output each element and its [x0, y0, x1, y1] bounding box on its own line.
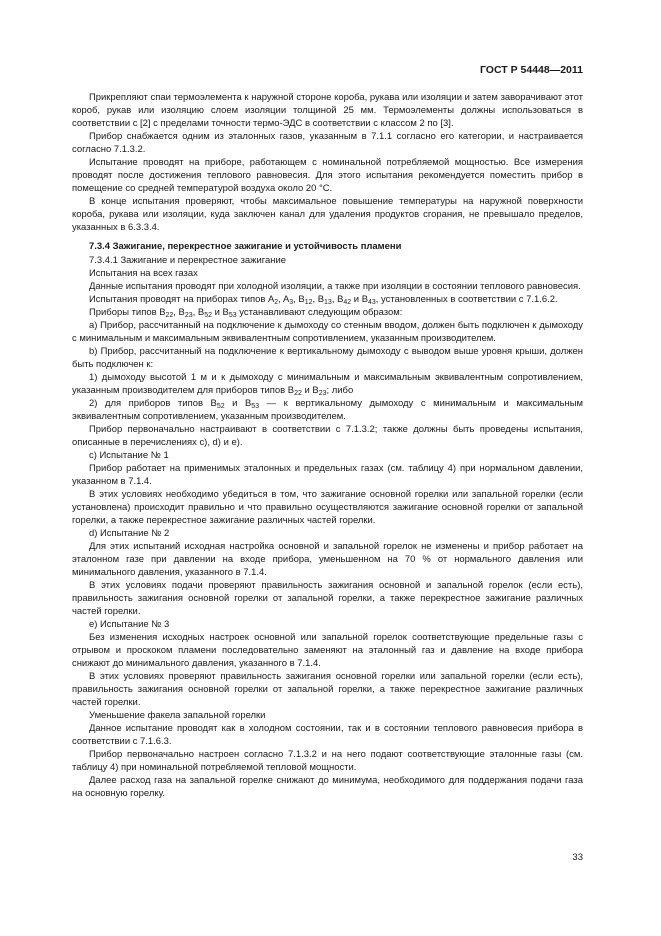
paragraph: Прибор работает на применимых эталонных и предельных газах (см. таблицу 4) при нормальном давлении, указанном в 7.1.4. — [72, 463, 583, 487]
paragraph: Без изменения исходных настроек основной или запальной горелок соответствующие предельные газы с отрывом и проскоком пламени последовательно заменяют на эталонный газ и давление на входе прибора снижают до минимального давления, указанного в 7.1.4. — [72, 632, 583, 669]
paragraph: Данное испытание проводят как в холодном состоянии, так и в состоянии теплового равновесия прибора в соответствии с 7.1.6.3. — [72, 723, 583, 747]
list-item-e: e) Испытание № 3 — [89, 619, 170, 630]
paragraph-appliance-types: Испытания проводят на приборах типов $A_2$, $A_3$, $B_{12}$, $B_{13}$, $B_{42}$ и $B_{43}$, установленных в соответствии с 7.1.6.2. — [89, 294, 558, 306]
paragraph: Уменьшение факела запальной горелки — [89, 710, 266, 721]
list-item-b-1: 1) дымоходу высотой 1 м и к дымоходу с минимальным и максимальным эквивалентным сопротивлением, указанным производителем для приборов типов $B_{22}$ и $B_{23}$; либо — [72, 372, 583, 397]
paragraph: Испытание проводят на приборе, работающем с номинальной потребляемой мощностью. Все измерения проводят после достижения теплового равновесия. Для этого испытания рекомендуется поместить прибор в помещение со средней температурой воздуха около 20 °С. — [72, 157, 583, 194]
page-number: 33 — [572, 852, 583, 863]
paragraph: Данные испытания проводят при холодной изоляции, а также при изоляции в состоянии теплового равновесия. — [89, 281, 581, 292]
subsection-heading: 7.3.4.1 Зажигание и перекрестное зажигание — [89, 255, 286, 266]
document-code-header: ГОСТ Р 54448—2011 — [479, 64, 583, 76]
paragraph-b-types: Приборы типов $B_{22}$, $B_{23}$, $B_{52}$ и $B_{53}$ устанавливают следующим образом: — [89, 307, 403, 319]
paragraph: Испытания на всех газах — [89, 268, 198, 279]
list-item-b: b) Прибор, рассчитанный на подключение к вертикальному дымоходу с выводом выше уровня крыши, должен быть подключен к: — [72, 346, 583, 370]
paragraph: В этих условиях проверяют правильность зажигания основной горелки или запальной горелки (если есть), правильность зажигания основной горелки от запальной горелки, а также перекрестное зажигание различных частей горелки. — [72, 671, 583, 708]
section-heading-7-3-4: 7.3.4 Зажигание, перекрестное зажигание и устойчивость пламени — [89, 241, 402, 252]
paragraph: Прибор снабжается одним из эталонных газов, указанным в 7.1.1 согласно его категории, и настраивается согласно 7.1.3.2. — [72, 131, 583, 155]
paragraph: В этих условиях необходимо убедиться в том, что зажигание основной горелки или запальной горелки (если установлена) происходит правильно и что правильно осуществляются зажигание основной горелки от запальной горелки, а также перекрестное зажигание различных частей горелки. — [72, 489, 583, 526]
paragraph: В этих условиях подачи проверяют правильность зажигания основной и запальной горелок (если есть), правильность зажигания основной горелки от запальной горелки, а также перекрестное зажигание различных частей горелки. — [72, 580, 583, 617]
list-item-d: d) Испытание № 2 — [89, 528, 170, 539]
body-text — [72, 91, 583, 800]
paragraph: В конце испытания проверяют, чтобы максимальное повышение температуры на наружной поверхности короба, рукава или изоляции, куда заключен канал для удаления продуктов сгорания, не превышало пределов, указанных в 6.3.3.4. — [72, 196, 583, 233]
paragraph: Прикрепляют спаи термоэлемента к наружной стороне короба, рукава или изоляции и затем заворачивают этот короб, рукав или изоляцию слоем изоляции толщиной 25 мм. Термоэлементы должны использоваться в соответствии с [2] с пределами точности термо-ЭДС в соответствии с классом 2 по [3]. — [72, 92, 583, 129]
paragraph: Прибор первоначально настроен согласно 7.1.3.2 и на него подают соответствующие эталонные газы (см. таблицу 4) при номинальной потребляемой тепловой мощности. — [72, 749, 583, 773]
paragraph: Далее расход газа на запальной горелке снижают до минимума, необходимого для поддержания подачи газа на основную горелку. — [72, 775, 583, 799]
list-item-c: c) Испытание № 1 — [89, 450, 169, 461]
paragraph: Для этих испытаний исходная настройка основной и запальной горелок не изменены и прибор работает на эталонном газе при давлении на входе прибора, уменьшенном на 70 % от нормального давления или минимального давления, указанного в 7.1.4. — [72, 541, 583, 578]
list-item-a: a) Прибор, рассчитанный на подключение к дымоходу со стенным вводом, должен быть подключен к дымоходу с минимальным и максимальным эквивалентным сопротивлением, указанным производителем. — [72, 320, 583, 344]
paragraph: Прибор первоначально настраивают в соответствии с 7.1.3.2; также должны быть проведены испытания, описанные в перечислениях с), d) и е). — [72, 424, 583, 448]
list-item-b-2: 2) для приборов типов $B_{52}$ и $B_{53}$ — к вертикальному дымоходу с минимальным и максимальным эквивалентным сопротивлением, указанным производителем. — [72, 398, 583, 422]
